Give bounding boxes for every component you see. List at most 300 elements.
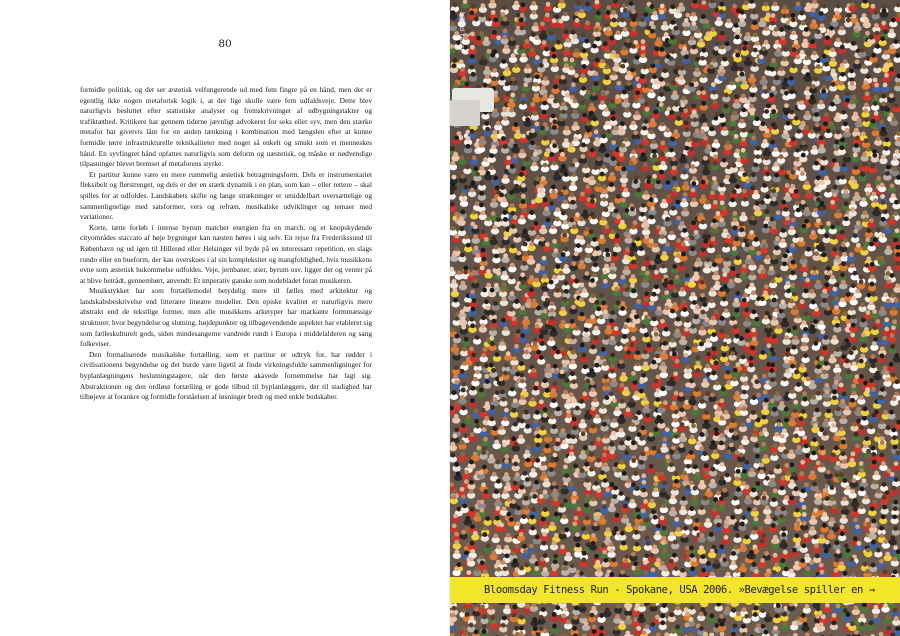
runner-head	[590, 176, 595, 181]
runner-head	[523, 251, 528, 256]
runner-head	[783, 47, 788, 52]
runner-head	[639, 389, 644, 394]
runner-head	[690, 247, 695, 252]
runner-head	[659, 102, 664, 107]
runner-head	[751, 216, 756, 221]
runner-head	[816, 374, 821, 379]
runner-head	[874, 23, 879, 28]
runner-head	[520, 149, 525, 154]
runner-head	[763, 139, 768, 144]
runner-head	[492, 198, 497, 203]
runner-head	[723, 228, 728, 233]
runner-head	[736, 463, 741, 468]
runner-head	[735, 255, 740, 260]
runner-head	[493, 175, 498, 180]
runner-head	[756, 393, 761, 398]
runner-head	[490, 311, 495, 316]
runner-head	[699, 446, 704, 451]
runner-head	[771, 225, 776, 230]
runner-head	[750, 345, 755, 350]
runner-head	[536, 434, 541, 439]
runner-head	[481, 482, 486, 487]
runner-head	[686, 485, 691, 490]
runner-head	[630, 68, 635, 73]
runner-head	[565, 323, 570, 328]
runner-head	[675, 328, 680, 333]
runner-head	[595, 37, 600, 42]
runner-head	[730, 174, 735, 179]
runner-head	[762, 85, 767, 90]
runner-head	[552, 239, 557, 244]
runner-head	[753, 163, 758, 168]
runner-head	[615, 54, 620, 59]
runner-head	[461, 316, 466, 321]
runner-head	[654, 161, 659, 166]
runner-head	[465, 302, 470, 307]
runner-head	[763, 406, 768, 411]
runner-head	[774, 27, 779, 32]
runner-head	[764, 40, 769, 45]
runner-head	[862, 13, 867, 18]
runner-head	[782, 428, 787, 433]
runner-head	[682, 46, 687, 51]
runner-head	[741, 400, 746, 405]
runner-head	[831, 57, 836, 62]
runner-head	[589, 452, 594, 457]
runner-head	[469, 317, 474, 322]
runner-head	[625, 108, 630, 113]
runner-head	[876, 433, 881, 438]
runner-head	[480, 136, 485, 141]
runner-head	[780, 35, 785, 40]
runner-head	[619, 428, 624, 433]
runner-head	[564, 473, 569, 478]
runner-head	[852, 271, 857, 276]
runner-head	[511, 436, 516, 441]
runner-head	[781, 228, 786, 233]
runner-head	[725, 473, 730, 478]
runner-head	[550, 415, 555, 420]
runner-head	[602, 190, 607, 195]
runner-head	[605, 248, 610, 253]
runner-head	[711, 82, 716, 87]
runner-head	[575, 290, 580, 295]
runner-head	[603, 279, 608, 284]
runner-head	[479, 388, 484, 393]
runner-head	[814, 112, 819, 117]
runner-head	[713, 161, 718, 166]
runner-head	[504, 363, 509, 368]
runner-head	[860, 354, 865, 359]
runner-head	[722, 158, 727, 163]
runner-head	[732, 111, 737, 116]
runner-head	[834, 316, 839, 321]
runner-head	[830, 200, 835, 205]
runner-head	[751, 290, 756, 295]
runner-head	[519, 434, 524, 439]
runner-head	[736, 398, 741, 403]
runner-head	[822, 4, 827, 9]
runner-head	[595, 22, 600, 27]
runner-head	[620, 383, 625, 388]
runner-head	[610, 310, 615, 315]
runner-head	[469, 489, 474, 494]
runner-head	[454, 351, 459, 356]
runner-head	[534, 278, 539, 283]
runner-head	[506, 497, 511, 502]
runner-head	[657, 347, 662, 352]
runner-head	[762, 428, 767, 433]
runner-head	[841, 354, 846, 359]
runner-head	[482, 427, 487, 432]
runner-head	[462, 197, 467, 202]
runner-head	[563, 12, 568, 17]
runner-head	[796, 2, 801, 7]
runner-head	[621, 143, 626, 148]
runner-head	[472, 155, 477, 160]
runner-head	[552, 381, 557, 386]
runner-head	[552, 62, 557, 67]
runner-head	[684, 127, 689, 132]
runner-head	[867, 228, 872, 233]
runner-head	[501, 59, 506, 64]
runner-head	[744, 307, 749, 312]
runner-head	[813, 208, 818, 213]
runner-head	[660, 234, 665, 239]
runner-head	[895, 379, 900, 384]
runner-head	[890, 215, 895, 220]
runner-head	[729, 428, 734, 433]
runner-head	[730, 351, 735, 356]
runner-head	[544, 478, 549, 483]
runner-head	[611, 71, 616, 76]
runner-head	[654, 284, 659, 289]
runner-head	[619, 359, 624, 364]
runner-head	[452, 279, 457, 284]
runner-head	[859, 468, 864, 473]
runner-head	[784, 359, 789, 364]
runner-head	[539, 184, 544, 189]
runner-head	[783, 449, 788, 454]
runner-head	[555, 264, 560, 269]
runner-head	[832, 395, 837, 400]
runner-head	[513, 215, 518, 220]
runner-head	[812, 51, 817, 56]
runner-head	[454, 427, 459, 432]
runner-head	[772, 407, 777, 412]
runner-head	[619, 152, 624, 157]
runner-head	[525, 117, 530, 122]
runner-head	[689, 278, 694, 283]
runner-head	[656, 225, 661, 230]
runner-head	[481, 408, 486, 413]
runner-head	[820, 180, 825, 185]
runner-head	[525, 424, 530, 429]
runner-head	[840, 399, 845, 404]
runner-head	[530, 140, 535, 145]
runner-head	[611, 140, 616, 145]
runner-head	[579, 260, 584, 265]
runner-head	[772, 197, 777, 202]
right-page	[450, 0, 900, 636]
runner-head	[552, 275, 557, 280]
runner-head	[712, 218, 717, 223]
runner-head	[801, 255, 806, 260]
runner-head	[579, 235, 584, 240]
runner-head	[894, 200, 899, 205]
runner-head	[704, 419, 709, 424]
runner-head	[503, 116, 508, 121]
runner-head	[450, 182, 455, 187]
runner-head	[789, 109, 794, 114]
runner-head	[684, 18, 689, 23]
runner-head	[610, 172, 615, 177]
runner-head	[571, 261, 576, 266]
runner-head	[839, 427, 844, 432]
runner-head	[722, 206, 727, 211]
runner-head	[766, 324, 771, 329]
runner-head	[673, 428, 678, 433]
runner-head	[772, 334, 777, 339]
runner-head	[685, 318, 690, 323]
runner-head	[812, 270, 817, 275]
runner-head	[611, 378, 616, 383]
runner-head	[605, 488, 610, 493]
runner-head	[824, 397, 829, 402]
runner-head	[593, 165, 598, 170]
runner-head	[779, 309, 784, 314]
runner-head	[582, 391, 587, 396]
runner-head	[591, 345, 596, 350]
runner-head	[522, 261, 527, 266]
runner-head	[563, 363, 568, 368]
runner-head	[870, 354, 875, 359]
runner-head	[595, 58, 600, 63]
runner-head	[680, 66, 685, 71]
runner-head	[872, 413, 877, 418]
runner-head	[450, 161, 455, 166]
runner-head	[836, 4, 841, 9]
runner-head	[820, 330, 825, 335]
runner-head	[645, 107, 650, 112]
runner-head	[730, 198, 735, 203]
runner-head	[635, 350, 640, 355]
runner-head	[580, 343, 585, 348]
runner-head	[499, 425, 504, 430]
runner-head	[662, 350, 667, 355]
runner-head	[454, 365, 459, 370]
runner-head	[556, 40, 561, 45]
runner-head	[641, 488, 646, 493]
runner-head	[752, 10, 757, 15]
runner-head	[593, 262, 598, 267]
runner-head	[472, 210, 477, 215]
runner-head	[545, 242, 550, 247]
runner-head	[611, 10, 616, 15]
runner-head	[780, 166, 785, 171]
runner-head	[569, 392, 574, 397]
runner-head	[485, 401, 490, 406]
runner-head	[653, 327, 658, 332]
runner-head	[542, 101, 547, 106]
runner-head	[799, 471, 804, 476]
runner-head	[780, 300, 785, 305]
runner-head	[476, 253, 481, 258]
runner-head	[776, 324, 781, 329]
runner-head	[716, 211, 721, 216]
runner-head	[734, 298, 739, 303]
runner-head	[882, 336, 887, 341]
runner-head	[892, 167, 897, 172]
runner-head	[461, 388, 466, 393]
runner-head	[841, 280, 846, 285]
runner-head	[731, 316, 736, 321]
runner-head	[475, 369, 480, 374]
runner-head	[700, 129, 705, 134]
runner-head	[880, 183, 885, 188]
runner-head	[850, 452, 855, 457]
runner-head	[534, 480, 539, 485]
runner-head	[719, 329, 724, 334]
runner-head	[626, 234, 631, 239]
runner-head	[489, 416, 494, 421]
runner-head	[551, 185, 556, 190]
runner-head	[789, 226, 794, 231]
runner-head	[869, 378, 874, 383]
runner-head	[486, 217, 491, 222]
runner-head	[676, 317, 681, 322]
runner-head	[732, 163, 737, 168]
runner-head	[556, 407, 561, 412]
runner-head	[771, 279, 776, 284]
runner-head	[749, 129, 754, 134]
runner-head	[865, 91, 870, 96]
runner-head	[734, 94, 739, 99]
runner-head	[566, 434, 571, 439]
runner-head	[573, 158, 578, 163]
runner-head	[762, 491, 767, 496]
runner-head	[846, 292, 851, 297]
runner-head	[590, 199, 595, 204]
runner-head	[802, 224, 807, 229]
runner-head	[520, 26, 525, 31]
runner-head	[835, 255, 840, 260]
runner-head	[714, 46, 719, 51]
runner-head	[824, 383, 829, 388]
runner-head	[785, 352, 790, 357]
runner-head	[499, 377, 504, 382]
runner-head	[502, 198, 507, 203]
runner-head	[525, 449, 530, 454]
runner-head	[503, 217, 508, 222]
runner-head	[803, 373, 808, 378]
runner-head	[513, 398, 518, 403]
runner-head	[711, 371, 716, 376]
runner-head	[599, 293, 604, 298]
runner-head	[850, 458, 855, 463]
runner-head	[816, 280, 821, 285]
runner-head	[659, 92, 664, 97]
runner-head	[739, 227, 744, 232]
runner-head	[820, 445, 825, 450]
runner-head	[536, 306, 541, 311]
runner-head	[803, 289, 808, 294]
runner-head	[712, 355, 717, 360]
runner-head	[786, 288, 791, 293]
runner-head	[546, 433, 551, 438]
runner-head	[782, 85, 787, 90]
runner-head	[601, 347, 606, 352]
runner-head	[465, 29, 470, 34]
runner-head	[511, 224, 516, 229]
runner-head	[452, 434, 457, 439]
runner-head	[626, 81, 631, 86]
runner-head	[725, 41, 730, 46]
runner-head	[485, 66, 490, 71]
runner-head	[613, 252, 618, 257]
runner-head	[852, 391, 857, 396]
runner-head	[581, 73, 586, 78]
runner-head	[535, 458, 540, 463]
runner-head	[669, 280, 674, 285]
runner-head	[885, 490, 890, 495]
runner-head	[764, 398, 769, 403]
runner-head	[610, 442, 615, 447]
runner-head	[470, 432, 475, 437]
runner-head	[614, 326, 619, 331]
runner-head	[619, 441, 624, 446]
runner-head	[819, 11, 824, 16]
runner-head	[719, 2, 724, 7]
runner-head	[672, 486, 677, 491]
runner-head	[466, 136, 471, 141]
runner-head	[556, 350, 561, 355]
runner-head	[715, 381, 720, 386]
runner-head	[873, 101, 878, 106]
runner-head	[670, 4, 675, 9]
runner-head	[863, 80, 868, 85]
runner-head	[510, 211, 515, 216]
runner-head	[690, 419, 695, 424]
runner-head	[799, 237, 804, 242]
runner-head	[600, 470, 605, 475]
runner-head	[805, 111, 810, 116]
runner-head	[535, 410, 540, 415]
runner-head	[571, 274, 576, 279]
runner-head	[611, 156, 616, 161]
runner-head	[626, 318, 631, 323]
runner-head	[641, 266, 646, 271]
runner-head	[890, 333, 895, 338]
runner-head	[644, 291, 649, 296]
runner-head	[663, 21, 668, 26]
runner-head	[732, 377, 737, 382]
runner-head	[801, 488, 806, 493]
runner-head	[852, 95, 857, 100]
runner-head	[693, 464, 698, 469]
runner-head	[591, 424, 596, 429]
runner-head	[840, 72, 845, 77]
runner-head	[776, 273, 781, 278]
runner-head	[563, 199, 568, 204]
runner-head	[494, 245, 499, 250]
runner-head	[450, 146, 455, 151]
runner-head	[490, 288, 495, 293]
runner-head	[496, 217, 501, 222]
runner-head	[679, 75, 684, 80]
runner-head	[783, 253, 788, 258]
runner-head	[613, 126, 618, 131]
